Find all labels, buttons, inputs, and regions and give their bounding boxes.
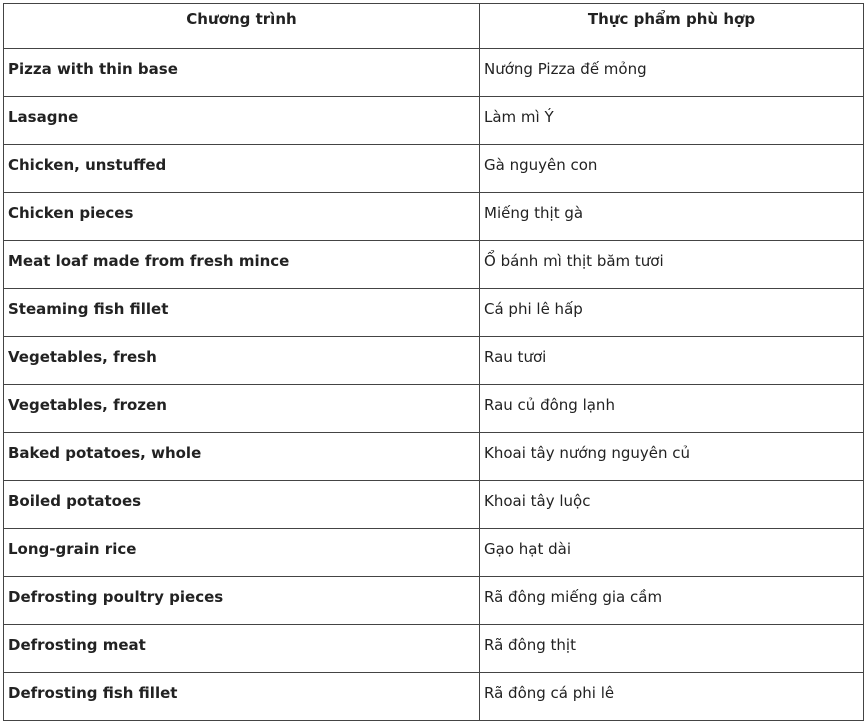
food-cell: Miếng thịt gà (480, 193, 864, 241)
food-cell: Khoai tây nướng nguyên củ (480, 433, 864, 481)
program-cell: Chicken, unstuffed (4, 145, 480, 193)
program-cell: Baked potatoes, whole (4, 433, 480, 481)
table-row (4, 529, 864, 577)
program-cell: Long-grain rice (4, 529, 480, 577)
program-table (3, 3, 864, 721)
table-body (4, 49, 864, 721)
food-cell: Rã đông cá phi lê (480, 673, 864, 721)
table-row (4, 481, 864, 529)
table-row (4, 193, 864, 241)
program-cell: Meat loaf made from fresh mince (4, 241, 480, 289)
program-cell: Defrosting fish fillet (4, 673, 480, 721)
food-cell: Làm mì Ý (480, 97, 864, 145)
header-food: Thực phẩm phù hợp (480, 4, 864, 49)
food-cell: Ổ bánh mì thịt băm tươi (480, 241, 864, 289)
table-row (4, 145, 864, 193)
table-row (4, 49, 864, 97)
program-cell: Defrosting meat (4, 625, 480, 673)
food-cell: Rau củ đông lạnh (480, 385, 864, 433)
table-row (4, 673, 864, 721)
table-header (4, 4, 864, 49)
program-cell: Lasagne (4, 97, 480, 145)
table-row (4, 433, 864, 481)
food-cell: Khoai tây luộc (480, 481, 864, 529)
table-row (4, 385, 864, 433)
program-cell: Pizza with thin base (4, 49, 480, 97)
program-cell: Chicken pieces (4, 193, 480, 241)
table-row (4, 97, 864, 145)
table-row (4, 241, 864, 289)
table-row (4, 625, 864, 673)
food-cell: Rã đông miếng gia cầm (480, 577, 864, 625)
program-cell: Steaming fish fillet (4, 289, 480, 337)
program-cell: Boiled potatoes (4, 481, 480, 529)
header-program: Chương trình (4, 4, 480, 49)
table-row (4, 289, 864, 337)
program-cell: Defrosting poultry pieces (4, 577, 480, 625)
food-cell: Rã đông thịt (480, 625, 864, 673)
table-row (4, 577, 864, 625)
food-cell: Nướng Pizza đế mỏng (480, 49, 864, 97)
header-row (4, 4, 864, 49)
program-cell: Vegetables, fresh (4, 337, 480, 385)
food-cell: Rau tươi (480, 337, 864, 385)
food-cell: Gà nguyên con (480, 145, 864, 193)
food-cell: Gạo hạt dài (480, 529, 864, 577)
food-cell: Cá phi lê hấp (480, 289, 864, 337)
table-row (4, 337, 864, 385)
program-cell: Vegetables, frozen (4, 385, 480, 433)
